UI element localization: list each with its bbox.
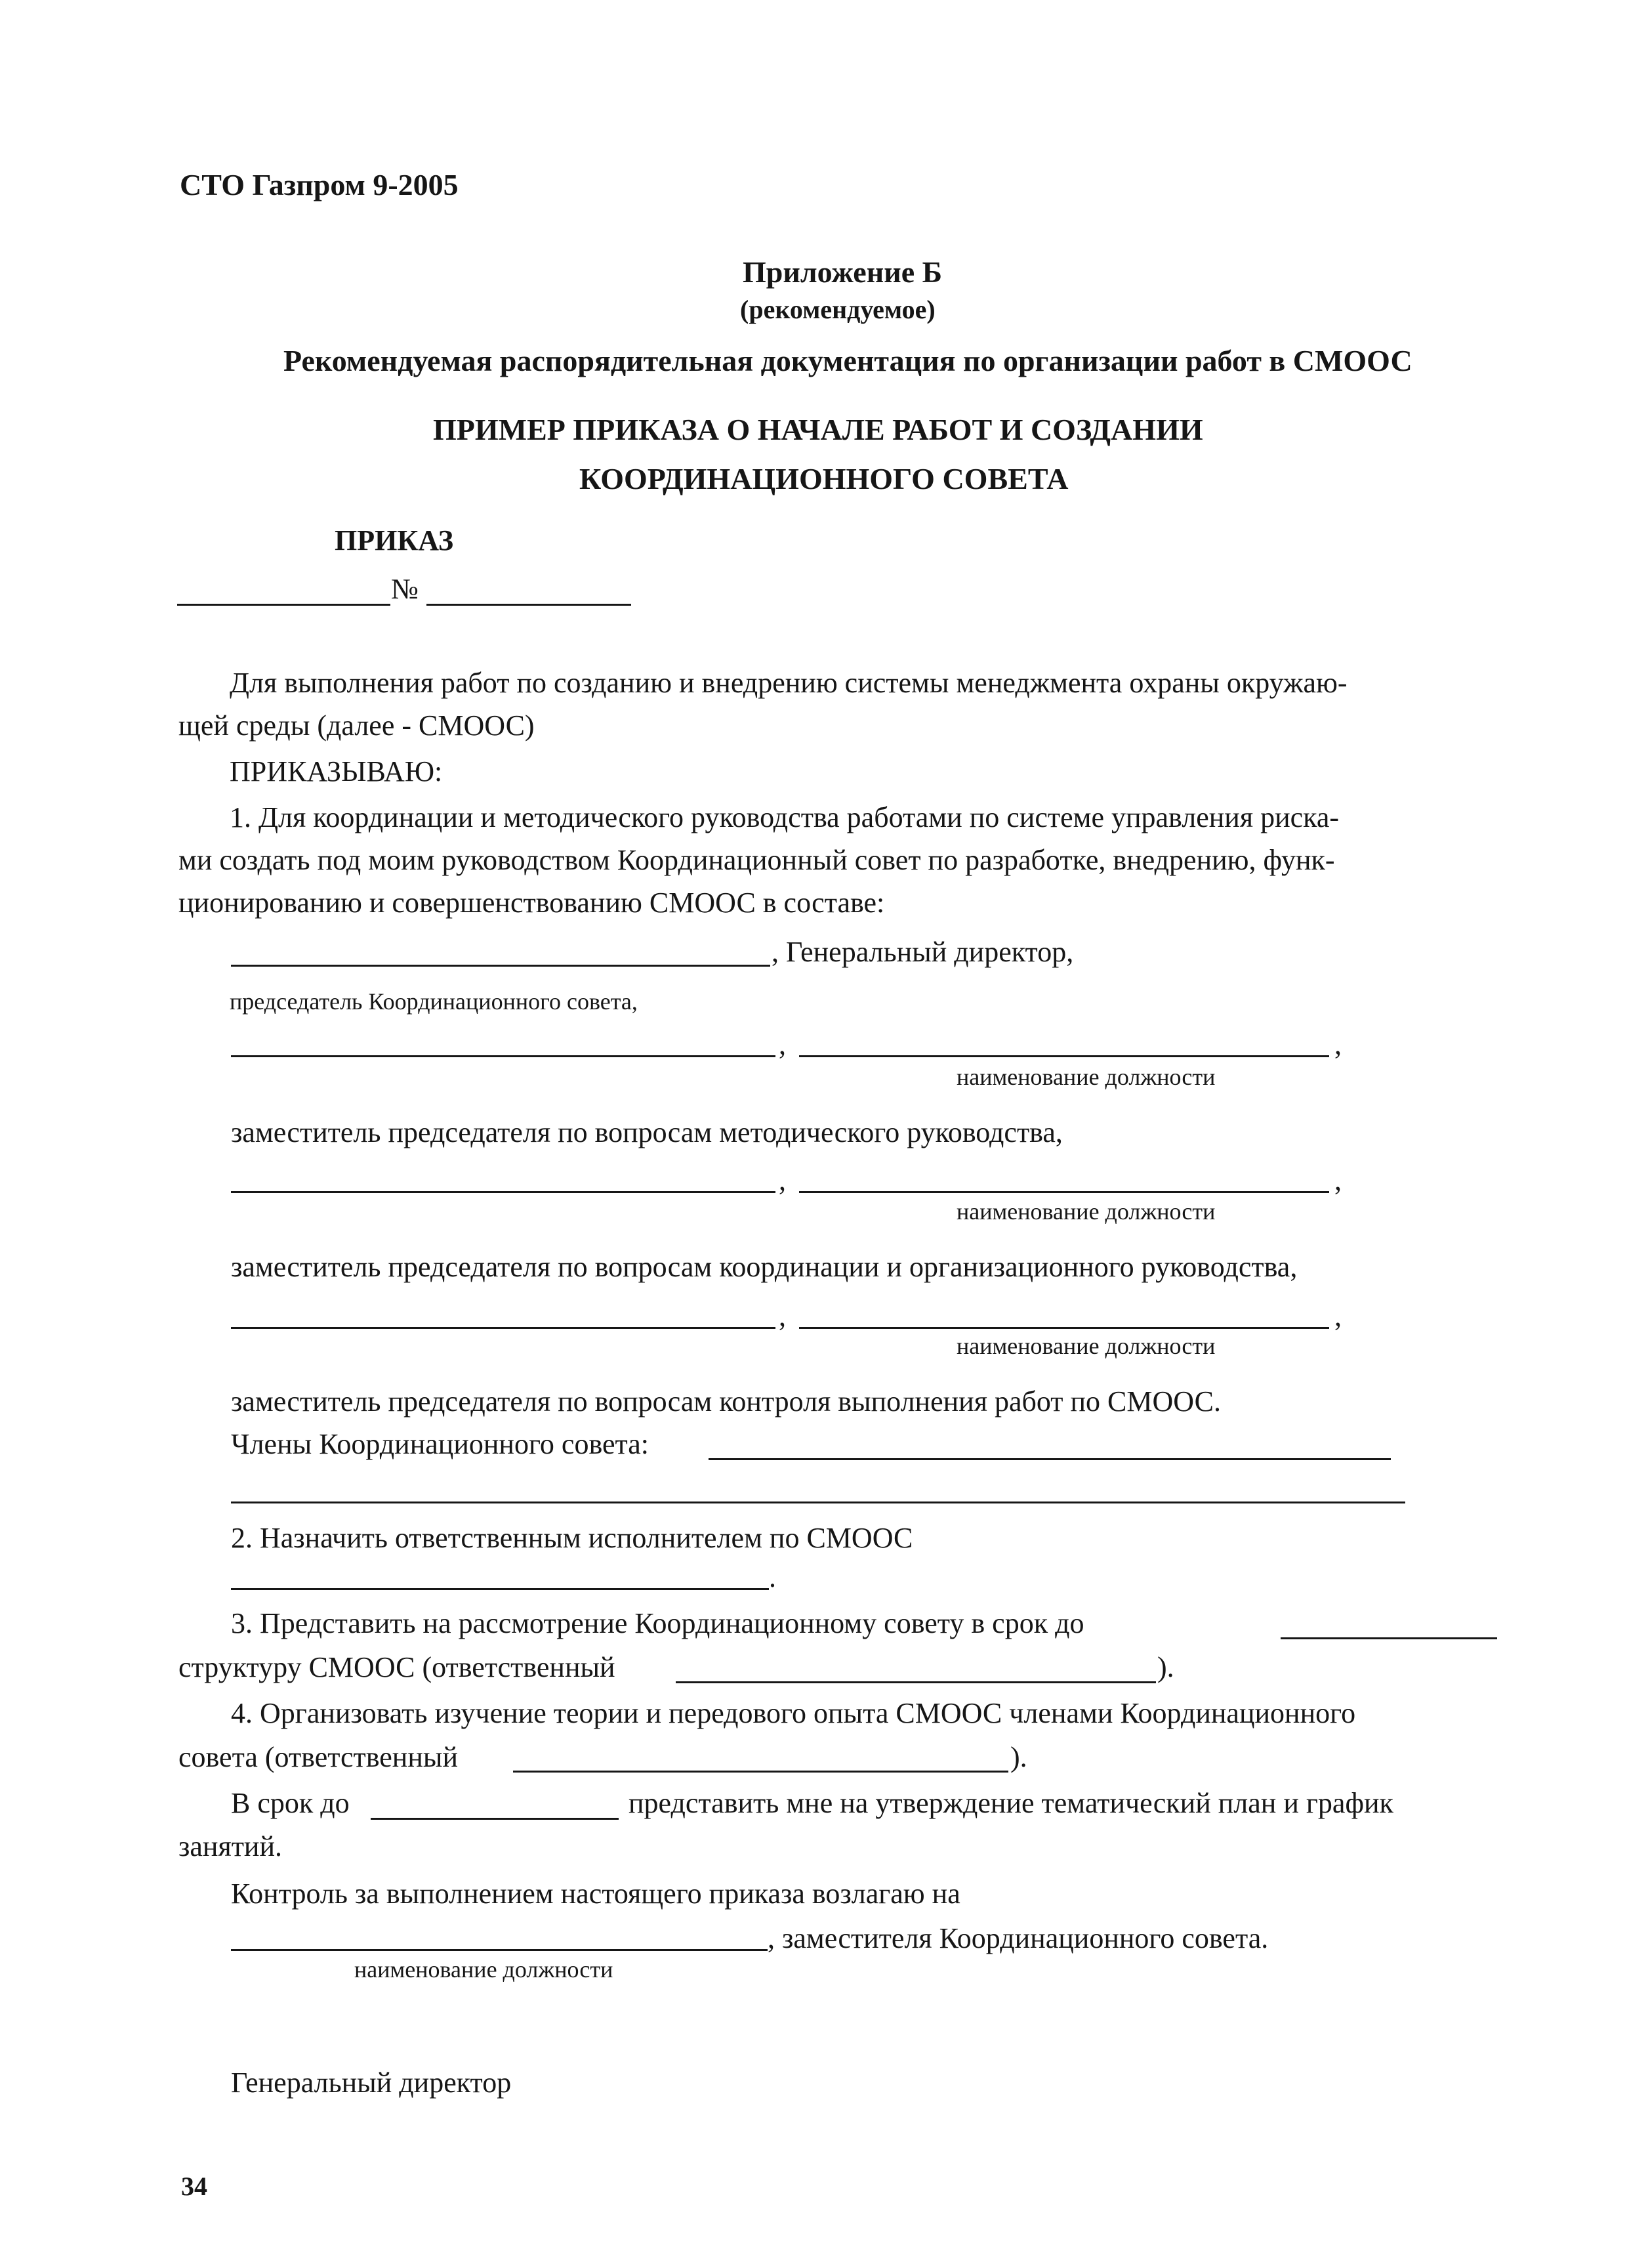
item4-line2-suffix: ). <box>1010 1741 1027 1773</box>
item2-executor-blank <box>231 1588 769 1590</box>
deputy-coordination-label: заместитель председателя по вопросам координации и организационного руководства, <box>231 1251 1298 1283</box>
deputy1-position-caption: наименование должности <box>957 1064 1216 1090</box>
control-position-blank <box>231 1949 768 1951</box>
order-label: ПРИКАЗ <box>335 524 454 556</box>
example-title-line2: КООРДИНАЦИОННОГО СОВЕТА <box>579 462 1069 495</box>
chairman-label: председатель Координационного совета, <box>230 988 638 1015</box>
deputy3-comma: , <box>779 1300 786 1332</box>
deputy1-position-blank <box>799 1055 1329 1057</box>
appendix-heading: Рекомендуемая распорядительная документация по организации работ в СМООС <box>283 344 1412 377</box>
item1-line2: ми создать под моим руководством Координационный совет по разработке, внедрению, функ- <box>178 844 1335 876</box>
order-date-blank <box>177 604 390 606</box>
deputy2-position-caption: наименование должности <box>957 1198 1216 1225</box>
deputy3-name-blank <box>231 1327 775 1329</box>
members-blank-2 <box>231 1502 1405 1503</box>
deputy3-position-caption: наименование должности <box>957 1333 1216 1359</box>
item3-line2-prefix: структуру СМООС (ответственный <box>178 1651 615 1683</box>
deputy2-comma-end: , <box>1334 1164 1342 1196</box>
control-suffix: , заместителя Координационного совета. <box>768 1922 1269 1954</box>
item1-line1: 1. Для координации и методического руководства работами по системе управления риска- <box>230 801 1340 833</box>
page-number: 34 <box>181 2172 207 2201</box>
deputy1-comma: , <box>779 1028 786 1060</box>
deputy-control-label: заместитель председателя по вопросам контроля выполнения работ по СМООС. <box>231 1385 1221 1418</box>
document-code: СТО Газпром 9-2005 <box>180 168 459 201</box>
deputy2-position-blank <box>799 1191 1329 1193</box>
deputy3-position-blank <box>799 1327 1329 1329</box>
deputy2-comma: , <box>779 1164 786 1196</box>
item1-line3: ционированию и совершенствованию СМООС в составе: <box>178 887 885 919</box>
item4-line1: 4. Организовать изучение теории и передового опыта СМООС членами Координационного <box>231 1697 1356 1729</box>
item2-text: 2. Назначить ответственным исполнителем по СМООС <box>231 1522 913 1554</box>
example-title-line1: ПРИМЕР ПРИКАЗА О НАЧАЛЕ РАБОТ И СОЗДАНИИ <box>433 413 1203 446</box>
item3-line2-suffix: ). <box>1157 1651 1174 1683</box>
item2-period: . <box>769 1561 776 1593</box>
deputy1-comma-end: , <box>1334 1028 1342 1060</box>
item3-deadline-blank <box>1281 1637 1497 1639</box>
deputy1-name-blank <box>231 1055 775 1057</box>
deadline-prefix: В срок до <box>231 1787 350 1819</box>
members-label: Члены Координационного совета: <box>231 1428 649 1460</box>
appendix-title: Приложение Б <box>743 255 943 289</box>
order-number-sign: № <box>391 573 419 605</box>
control-position-caption: наименование должности <box>354 1956 613 1983</box>
deputy2-name-blank <box>231 1191 775 1193</box>
item4-line2-prefix: совета (ответственный <box>178 1741 458 1773</box>
deadline-date-blank <box>371 1818 619 1820</box>
deputy3-comma-end: , <box>1334 1300 1342 1332</box>
order-number-blank <box>426 604 631 606</box>
signature-label: Генеральный директор <box>231 2067 512 2099</box>
intro-line2: щей среды (далее - СМООС) <box>178 709 535 742</box>
deputy-methodical-label: заместитель председателя по вопросам методического руководства, <box>231 1116 1063 1148</box>
members-blank-1 <box>709 1458 1391 1460</box>
item3-responsible-blank <box>676 1681 1156 1683</box>
control-line1: Контроль за выполнением настоящего приказа возлагаю на <box>231 1878 960 1910</box>
directive: ПРИКАЗЫВАЮ: <box>230 755 443 788</box>
deadline-line2: занятий. <box>178 1830 283 1862</box>
item3-line1: 3. Представить на рассмотрение Координационному совету в срок до <box>231 1607 1084 1639</box>
appendix-subtitle: (рекомендуемое) <box>740 295 936 324</box>
intro-line1: Для выполнения работ по созданию и внедрению системы менеджмента охраны окружаю- <box>230 667 1348 699</box>
item4-responsible-blank <box>513 1771 1008 1773</box>
deadline-suffix: представить мне на утверждение тематический план и график <box>628 1787 1393 1819</box>
general-director-name-blank <box>231 965 770 967</box>
general-director-label: , Генеральный директор, <box>772 936 1074 968</box>
